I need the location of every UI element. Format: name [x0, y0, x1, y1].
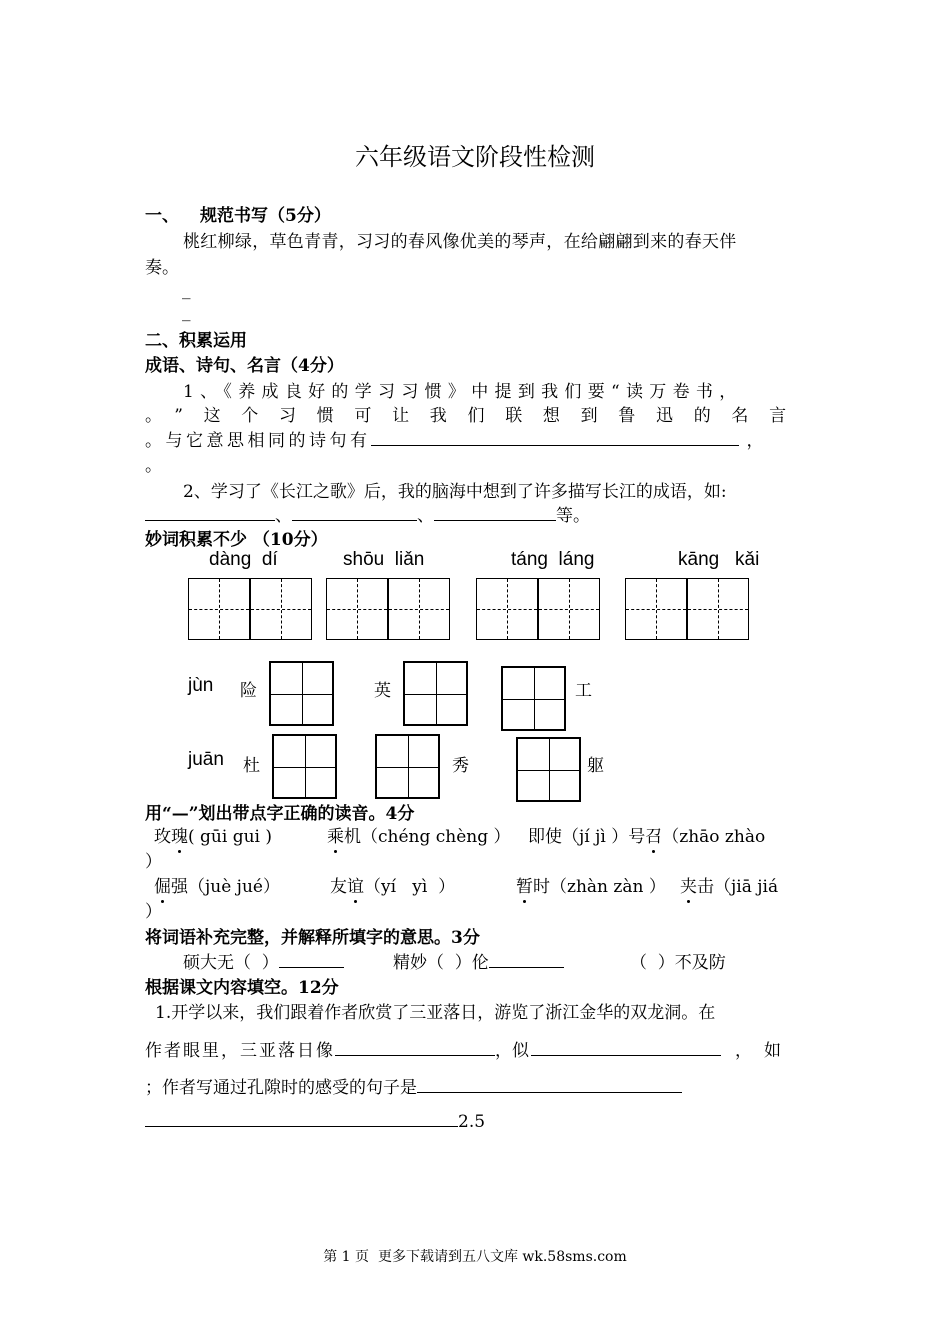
- q2-sep-1: 、: [275, 506, 292, 526]
- q2-sep-2: 、: [417, 506, 434, 526]
- fill-blank-3[interactable]: [417, 1076, 682, 1093]
- writing-mark-2: _: [182, 302, 191, 322]
- q2-blank-3[interactable]: [434, 504, 556, 521]
- row2-char-3: 工: [575, 681, 592, 701]
- row2-char-1: 险: [240, 681, 257, 701]
- row2-pinyin: jùn: [188, 675, 214, 696]
- reading-item-1: 玫瑰( gūi gui ): [154, 827, 273, 847]
- section-4-heading: 用“—”划出带点字正确的读音。4分: [145, 804, 415, 824]
- pinyin-2: shōu liǎn: [343, 549, 425, 570]
- tian-box-3[interactable]: [326, 578, 388, 640]
- reading-line1-end: ）: [145, 852, 162, 872]
- word-3: （ ）不及防: [630, 953, 726, 973]
- q2-line1: 2、学习了《长江之歌》后，我的脑海中想到了许多描写长江的成语，如:: [183, 482, 727, 502]
- reading-item-5: 友谊（yí yì ）: [330, 877, 456, 897]
- fill-blank-4[interactable]: [145, 1110, 458, 1127]
- section-1-number: 一、: [145, 206, 179, 226]
- page-footer: 第 1 页 更多下载请到五八文库 wk.58sms.com: [323, 1249, 627, 1265]
- field-box-3[interactable]: [501, 666, 566, 731]
- row3-char-2: 秀: [452, 756, 469, 776]
- tian-box-5[interactable]: [476, 578, 538, 640]
- row3-char-3: 躯: [587, 756, 604, 776]
- section-1-heading: 规范书写（5分）: [200, 206, 331, 226]
- reading-item-2: 乘机（chéng chèng ）: [327, 827, 511, 847]
- reading-item-3: 即使（jí jì ）号召（zhāo zhào: [528, 827, 766, 847]
- word-1-blank[interactable]: [279, 951, 344, 968]
- reading-item-7: 夹击（jiā jiá: [680, 877, 779, 897]
- field-box-5[interactable]: [375, 734, 440, 799]
- pinyin-3: táng láng: [511, 549, 595, 570]
- q2-line2: [145, 501, 590, 526]
- q1-line3-comma: ，: [746, 431, 764, 451]
- q1-line3-text: 。与它意思相同的诗句有: [145, 431, 371, 451]
- field-box-6[interactable]: [516, 737, 581, 802]
- tian-box-2[interactable]: [250, 578, 312, 640]
- reading-item-6: 暂时（zhàn zàn ）: [516, 877, 666, 897]
- q2-blank-1[interactable]: [145, 504, 275, 521]
- section-2-subheading: 成语、诗句、名言（4分）: [145, 356, 344, 376]
- row3-char-1: 杜: [243, 756, 260, 776]
- reading-line2-end: ）: [145, 902, 162, 922]
- field-box-1[interactable]: [269, 661, 334, 726]
- fill-blank-2[interactable]: [531, 1039, 721, 1056]
- q2-end: 等。: [556, 506, 590, 526]
- row2-char-2: 英: [374, 681, 391, 701]
- section-6-heading: 根据课文内容填空。12分: [145, 978, 339, 998]
- q1-line2: 。”这个习惯可让我们联想到鲁迅的名言: [145, 406, 807, 426]
- tian-box-7[interactable]: [625, 578, 687, 640]
- row3-pinyin: juān: [188, 749, 224, 770]
- q1-line3: [145, 426, 764, 451]
- q1-line1: 1、《养成良好的学习习惯》中提到我们要“读万卷书，: [183, 382, 743, 402]
- word-2: 精妙（ ）伦: [393, 948, 564, 973]
- reading-item-4: 倔强（juè jué）: [154, 877, 280, 897]
- fill-line4: 2.5: [145, 1110, 485, 1132]
- section-1-text-line1: 桃红柳绿，草色青青，习习的春风像优美的琴声，在给翩翩到来的春天伴: [183, 232, 737, 252]
- fill-blank-1[interactable]: [335, 1039, 495, 1056]
- section-2-heading: 二、积累运用: [145, 331, 247, 351]
- page-title: 六年级语文阶段性检测: [355, 143, 595, 171]
- pinyin-4: kāng kǎi: [678, 549, 760, 570]
- q1-blank[interactable]: [371, 429, 739, 446]
- q1-line4: 。: [145, 456, 162, 476]
- word-1: 硕大无（ ）: [183, 948, 344, 973]
- tian-box-1[interactable]: [188, 578, 250, 640]
- pinyin-1: dàng dí: [209, 549, 278, 570]
- q2-blank-2[interactable]: [292, 504, 417, 521]
- tian-box-8[interactable]: [687, 578, 749, 640]
- tian-box-4[interactable]: [388, 578, 450, 640]
- fill-line2: 作者眼里，三亚落日像 ，似 ，如: [145, 1041, 793, 1061]
- section-3-heading: 妙词积累不少 （10分）: [145, 530, 328, 550]
- section-1-text-line2: 奏。: [145, 258, 179, 278]
- fill-line3: ；作者写通过孔隙时的感受的句子是: [145, 1073, 682, 1098]
- section-5-heading: 将词语补充完整，并解释所填字的意思。3分: [145, 928, 480, 948]
- fill-line1: 1.开学以来，我们跟着作者欣赏了三亚落日，游览了浙江金华的双龙洞。在: [155, 1003, 716, 1023]
- tian-box-6[interactable]: [538, 578, 600, 640]
- writing-mark-1: _: [182, 280, 191, 300]
- word-2-blank[interactable]: [489, 951, 564, 968]
- field-box-2[interactable]: [403, 661, 468, 726]
- field-box-4[interactable]: [272, 734, 337, 799]
